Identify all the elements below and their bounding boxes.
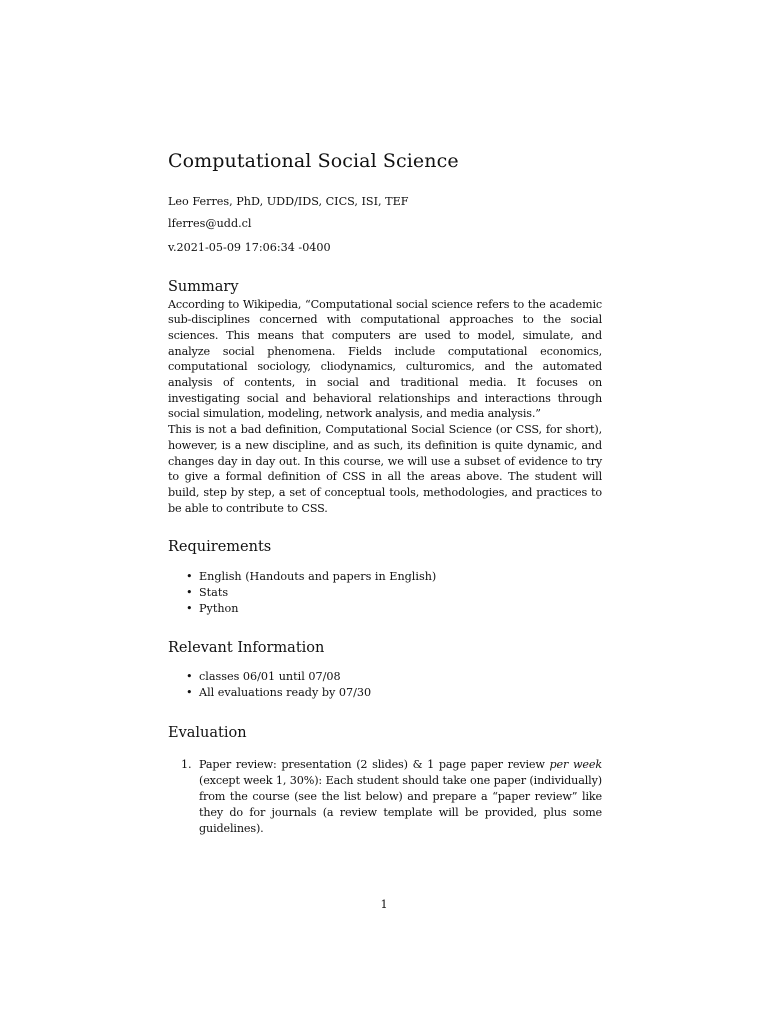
relevant-information-list [168, 669, 602, 701]
list-item [168, 757, 602, 837]
bullet-icon: • [186, 670, 193, 684]
document-body [168, 150, 602, 837]
list-item-text: All evaluations ready by 07/30 [199, 686, 372, 700]
list-item-text: English (Handouts and papers in English) [199, 569, 437, 583]
summary-paragraph-1: According to Wikipedia, “Computational social science refers to the academic sub-disciplines concerned with computational approaches to the social sciences. This means that computers are used to model, simulate, and analyze social phenomena. Fields include computational economics, computational sociology, cliodynamics, culturomics, and the automated analysis of contents, in social and traditional media. It focuses on investigating social and behavioral relationships and interactions through social simulation, modeling, network analysis, and media analysis.” [168, 297, 602, 421]
relevant-information-heading: Relevant Information [168, 639, 325, 656]
page-number: 1 [380, 898, 388, 911]
list-item-text: Stats [199, 585, 229, 599]
page-title: Computational Social Science [168, 150, 459, 172]
list-item [168, 585, 602, 601]
evaluation-list [168, 757, 602, 837]
list-item [168, 669, 602, 685]
evaluation-item-text [199, 758, 602, 835]
list-number: 1. [181, 757, 192, 771]
summary-paragraph-2: This is not a bad definition, Computational Social Science (or CSS, for short), however, is a new discipline, and as such, its definition is quite dynamic, and changes day in day out. In this course, we will use a subset of evidence to try to give a formal definition of CSS in all the areas above. The student will build, step by step, a set of conceptual tools, methodologies, and practices to be able to contribute to CSS. [168, 423, 602, 515]
evaluation-heading: Evaluation [168, 725, 247, 742]
evaluation-text-part: Paper review: presentation (2 slides) & 1 page paper review [199, 757, 550, 771]
bullet-icon: • [186, 601, 193, 615]
evaluation-emphasis: per week [549, 757, 602, 771]
author-line: Leo Ferres, PhD, UDD/IDS, CICS, ISI, TEF [168, 194, 409, 208]
version-line: v.2021-05-09 17:06:34 -0400 [168, 240, 331, 254]
bullet-icon: • [186, 686, 193, 700]
list-item-text: classes 06/01 until 07/08 [199, 670, 341, 684]
list-item-text: Python [199, 601, 239, 615]
email-line: lferres@udd.cl [168, 217, 252, 231]
list-item [168, 569, 602, 585]
requirements-list [168, 569, 602, 617]
list-item [168, 601, 602, 617]
summary-heading: Summary [168, 279, 239, 296]
evaluation-text-part: (except week 1, 30%): Each student should take one paper (individually) from the course (see the list below) and prepare a “paper review” like they do for journals (a review template will be provided, plus some guidelines). [199, 773, 602, 835]
bullet-icon: • [186, 569, 193, 583]
list-item [168, 685, 602, 701]
requirements-heading: Requirements [168, 539, 272, 556]
bullet-icon: • [186, 585, 193, 599]
